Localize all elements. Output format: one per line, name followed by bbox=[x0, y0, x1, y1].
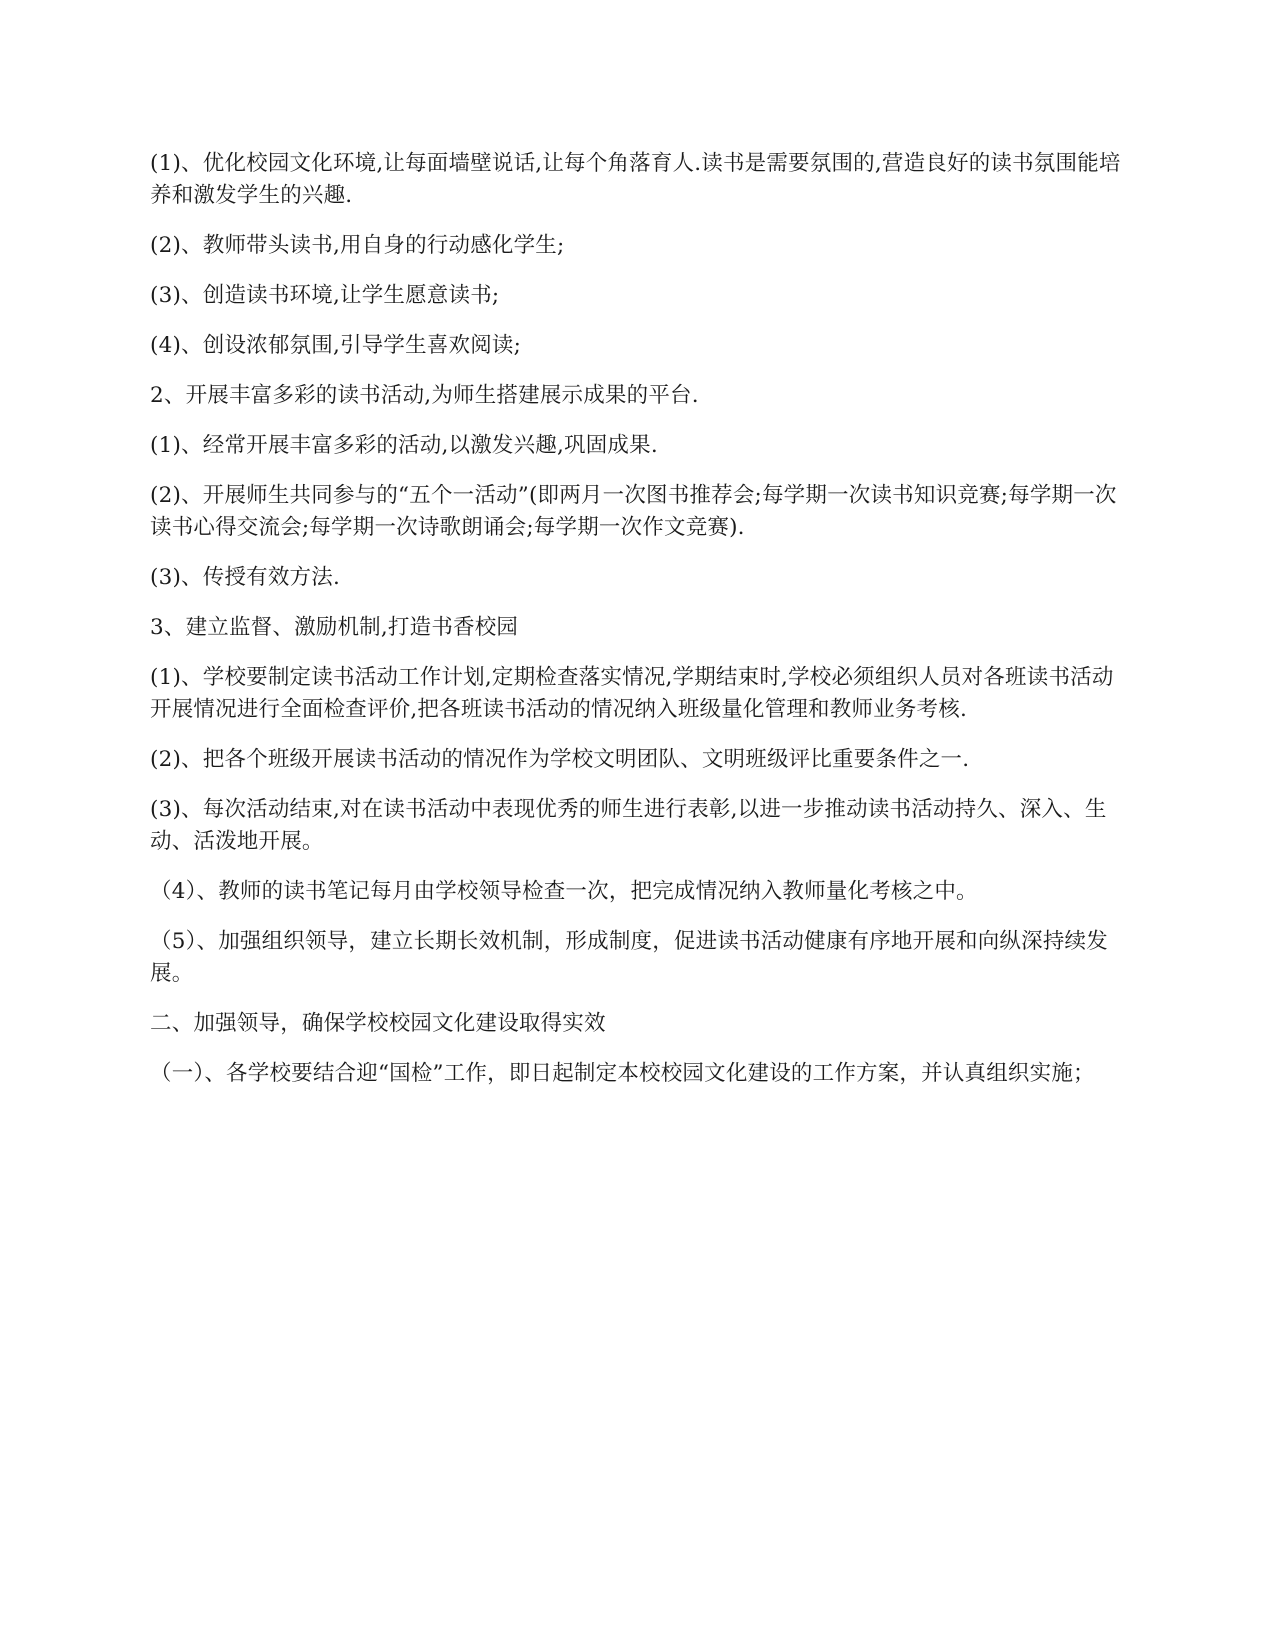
paragraph-11: (2)、把各个班级开展读书活动的情况作为学校文明团队、文明班级评比重要条件之一. bbox=[150, 747, 970, 772]
paragraph-12: (3)、每次活动结束,对在读书活动中表现优秀的师生进行表彰,以进一步推动读书活动持久、深入、生动、活泼地开展。 bbox=[150, 797, 1107, 854]
document-page bbox=[150, 148, 1128, 1108]
paragraph-7: (2)、开展师生共同参与的“五个一活动”(即两月一次图书推荐会;每学期一次读书知识竞赛;每学期一次读书心得交流会;每学期一次诗歌朗诵会;每学期一次作文竞赛). bbox=[150, 483, 1117, 540]
paragraph-1: (1)、优化校园文化环境,让每面墙壁说话,让每个角落育人.读书是需要氛围的,营造良好的读书氛围能培养和激发学生的兴趣. bbox=[150, 151, 1121, 208]
section-heading-2: 2、开展丰富多彩的读书活动,为师生搭建展示成果的平台. bbox=[150, 383, 699, 408]
section-heading-3: 3、建立监督、激励机制,打造书香校园 bbox=[150, 615, 519, 640]
paragraph-10: (1)、学校要制定读书活动工作计划,定期检查落实情况,学期结束时,学校必须组织人员对各班读书活动开展情况进行全面检查评价,把各班读书活动的情况纳入班级量化管理和教师业务考核. bbox=[150, 665, 1114, 722]
paragraph-13: （4）、教师的读书笔记每月由学校领导检查一次，把完成情况纳入教师量化考核之中。 bbox=[150, 879, 978, 904]
paragraph-8: (3)、传授有效方法. bbox=[150, 565, 340, 590]
paragraph-2: (2)、教师带头读书,用自身的行动感化学生; bbox=[150, 233, 565, 258]
paragraph-3: (3)、创造读书环境,让学生愿意读书; bbox=[150, 283, 500, 308]
paragraph-16: （一）、各学校要结合迎“国检”工作，即日起制定本校校园文化建设的工作方案，并认真组织实施； bbox=[150, 1061, 1095, 1086]
section-heading-er: 二、加强领导，确保学校校园文化建设取得实效 bbox=[150, 1011, 606, 1036]
paragraph-4: (4)、创设浓郁氛围,引导学生喜欢阅读; bbox=[150, 333, 522, 358]
paragraph-6: (1)、经常开展丰富多彩的活动,以激发兴趣,巩固成果. bbox=[150, 433, 658, 458]
paragraph-14: （5）、加强组织领导，建立长期长效机制，形成制度，促进读书活动健康有序地开展和向纵深持续发展。 bbox=[150, 929, 1108, 986]
